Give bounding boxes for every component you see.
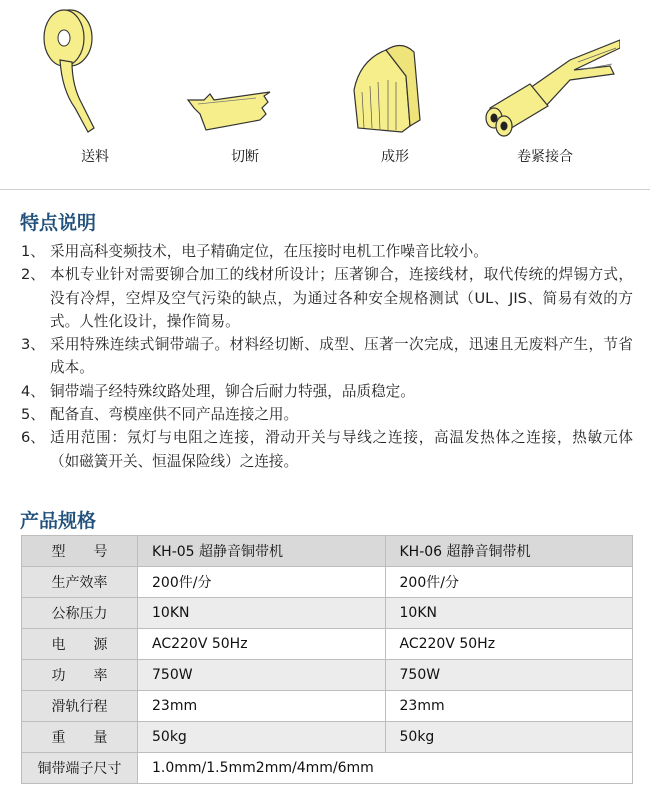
step-crimp (470, 0, 620, 185)
section-divider (0, 189, 650, 190)
spec-value: 10KN (385, 598, 633, 629)
process-strip (0, 0, 650, 185)
cut-strip-icon (170, 0, 320, 145)
feature-item (21, 403, 633, 426)
features-heading: 特点说明 (20, 212, 97, 234)
spec-value: 10KN (138, 598, 386, 629)
spec-label: 生产效率 (22, 567, 138, 598)
step-label-cut: 切断 (231, 149, 259, 165)
spec-row (22, 629, 633, 660)
spec-model-2: KH-06 超静音铜带机 (385, 536, 633, 567)
feature-number: 3、 (21, 336, 45, 354)
step-label-form: 成形 (381, 149, 409, 165)
spec-label: 型 号 (22, 536, 138, 567)
crimped-joint-icon (470, 0, 620, 145)
feature-item (21, 333, 633, 380)
spec-label: 电 源 (22, 629, 138, 660)
spec-value: 750W (385, 660, 633, 691)
feature-item (21, 426, 633, 473)
feature-number: 1、 (21, 243, 45, 260)
spec-label: 公称压力 (22, 598, 138, 629)
spec-table (21, 535, 633, 784)
feature-text: 采用特殊连续式铜带端子。材料经切断、成型、压著一次完成，迅速且无废料产生，节省成本。 (50, 336, 633, 377)
coil-feed-icon (20, 0, 170, 145)
spec-row (22, 567, 633, 598)
feature-number: 6、 (21, 429, 45, 447)
spec-value: 50kg (138, 722, 386, 753)
spec-terminal-sizes: 1.0mm/1.5mm2mm/4mm/6mm (138, 753, 633, 784)
spec-row (22, 691, 633, 722)
feature-text: 配备直、弯模座供不同产品连接之用。 (50, 406, 299, 424)
spec-row (22, 722, 633, 753)
step-feed (20, 0, 170, 185)
formed-terminal-icon (320, 0, 470, 145)
feature-number: 4、 (21, 382, 45, 400)
feature-text: 采用高科变频技术，电子精确定位，在压接时电机工作噪音比较小。 (50, 243, 488, 260)
feature-number: 2、 (21, 266, 45, 284)
specs-heading: 产品规格 (20, 510, 97, 532)
spec-value: 200件/分 (385, 567, 633, 598)
feature-text: 铜带端子经特殊纹路处理，铆合后耐力特强，品质稳定。 (50, 382, 415, 400)
feature-text: 适用范围：氖灯与电阻之连接，滑动开关与导线之连接，高温发热体之连接，热敏元体（如磁簧开关、恒温保险线）之连接。 (50, 429, 633, 470)
feature-item (21, 263, 633, 333)
spec-label: 滑轨行程 (22, 691, 138, 722)
spec-value: 23mm (138, 691, 386, 722)
spec-value: 750W (138, 660, 386, 691)
spec-footer-row (22, 753, 633, 784)
spec-value: 50kg (385, 722, 633, 753)
spec-value: 23mm (385, 691, 633, 722)
feature-text: 本机专业针对需要铆合加工的线材所设计；压著铆合，连接线材，取代传统的焊锡方式，没有冷焊，空焊及空气污染的缺点，为通过各种安全规格测试（UL、JIS、简易有效的方式。人性化设计，操作简易。 (50, 266, 633, 330)
step-label-crimp: 卷紧接合 (517, 149, 573, 165)
feature-item (21, 380, 633, 403)
spec-value: AC220V 50Hz (138, 629, 386, 660)
spec-model-1: KH-05 超静音铜带机 (138, 536, 386, 567)
step-cut (170, 0, 320, 185)
step-form (320, 0, 470, 185)
step-label-feed: 送料 (81, 149, 109, 165)
feature-number: 5、 (21, 406, 45, 424)
spec-row (22, 660, 633, 691)
spec-header-row (22, 536, 633, 567)
spec-label: 铜带端子尺寸 (22, 753, 138, 784)
spec-row (22, 598, 633, 629)
spec-value: AC220V 50Hz (385, 629, 633, 660)
feature-item (21, 240, 633, 263)
features-list (21, 240, 633, 473)
spec-label: 功 率 (22, 660, 138, 691)
spec-value: 200件/分 (138, 567, 386, 598)
spec-label: 重 量 (22, 722, 138, 753)
